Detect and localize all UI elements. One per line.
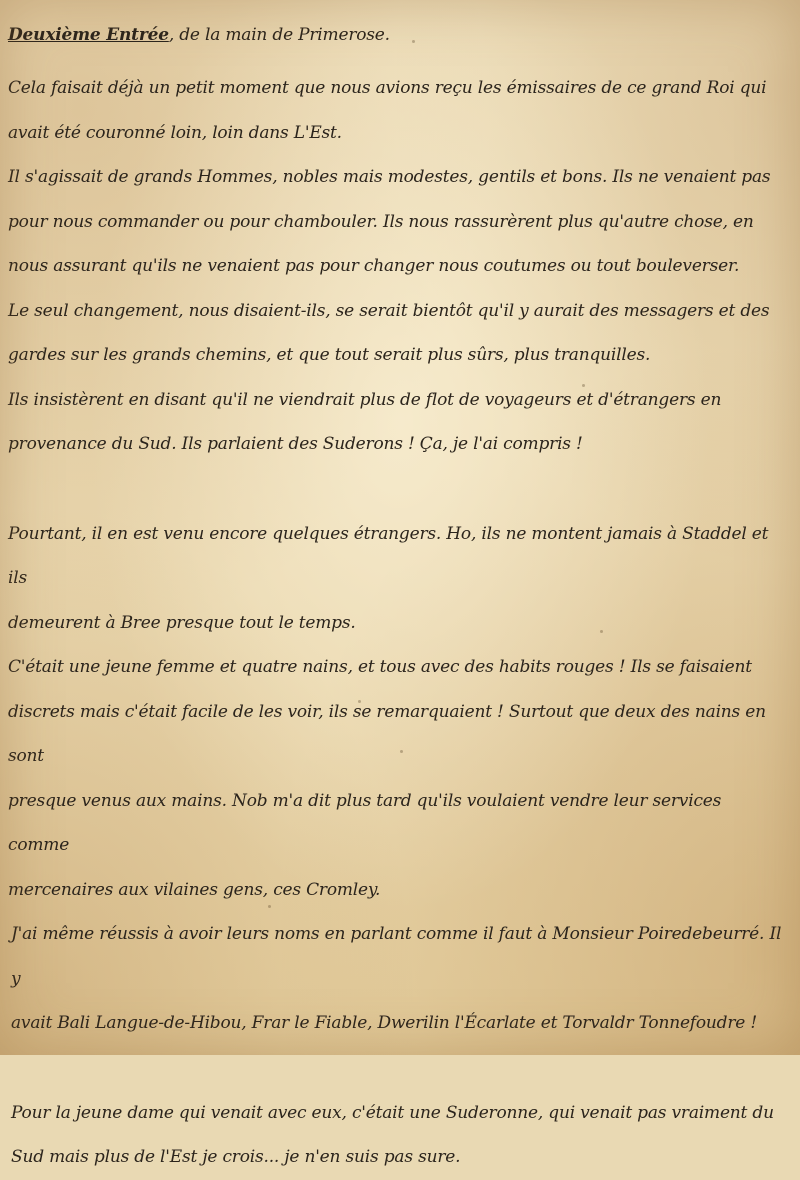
entry-heading: Deuxième Entrée [8, 25, 169, 45]
paper-speck [268, 905, 271, 908]
text-line: Le seul changement, nous disaient-ils, se serait bientôt qu'il y aurait des messagers et des [8, 300, 770, 321]
text-line: pour nous commander ou pour chambouler. Ils nous rassurèrent plus qu'autre chose, en [8, 211, 754, 232]
paragraph-gap [8, 1046, 786, 1091]
paper-speck [600, 630, 603, 633]
text-line: provenance du Sud. Ils parlaient des Suderons ! Ça, je l'ai compris ! [8, 434, 583, 454]
paragraph-gap [8, 467, 786, 512]
text-line: Sud mais plus de l'Est je crois... je n'en suis pas sure. [11, 1147, 461, 1167]
text-line: C'était une jeune femme et quatre nains, et tous avec des habits rouges ! Ils se faisaient [8, 657, 752, 677]
text-line: Pourtant, il en est venu encore quelques étrangers. Ho, ils ne montent jamais à Staddel et ils [8, 523, 769, 588]
text-line: avait été couronné loin, loin dans L'Est. [8, 122, 342, 143]
text-line: nous assurant qu'ils ne venaient pas pour changer nous coutumes ou tout bouleverser. [8, 256, 740, 276]
paper-speck [358, 700, 361, 703]
text-line: Cela faisait déjà un petit moment que nous avions reçu les émissaires de ce grand Roi qui [8, 78, 767, 98]
text-block-3 [8, 1091, 786, 1180]
text-block-1 [8, 66, 786, 467]
text-line: J'ai même réussis à avoir leurs noms en parlant comme il faut à Monsieur Poiredebeurré. Il y [11, 924, 782, 989]
paper-speck [412, 40, 415, 43]
text-line: avait Bali Langue-de-Hibou, Frar le Fiable, Dwerilin l'Écarlate et Torvaldr Tonnefoudre ! [11, 1013, 757, 1033]
text-line: gardes sur les grands chemins, et que tout serait plus sûrs, plus tranquilles. [8, 345, 651, 365]
text-line: discrets mais c'était facile de les voir, ils se remarquaient ! Surtout que deux des nains en sont [8, 701, 766, 766]
text-line: Pour la jeune dame qui venait avec eux, c'était une Suderonne, qui venait pas vraiment du [11, 1102, 774, 1123]
text-line: mercenaires aux vilaines gens, ces Cromley. [8, 879, 381, 900]
text-line: demeurent à Bree presque tout le temps. [8, 612, 356, 633]
entry-author: , de la main de Primerose. [168, 25, 390, 45]
text-block-2 [8, 512, 786, 1046]
paper-speck [400, 750, 403, 753]
text-line: presque venus aux mains. Nob m'a dit plus tard qu'ils voulaient vendre leur services comme [8, 790, 722, 855]
text-line: Ils insistèrent en disant qu'il ne viendrait plus de flot de voyageurs et d'étrangers en [8, 389, 722, 410]
entry-title [8, 20, 786, 50]
text-line: Il s'agissait de grands Hommes, nobles mais modestes, gentils et bons. Ils ne venaient pas [8, 167, 771, 187]
paper-speck [582, 384, 585, 387]
